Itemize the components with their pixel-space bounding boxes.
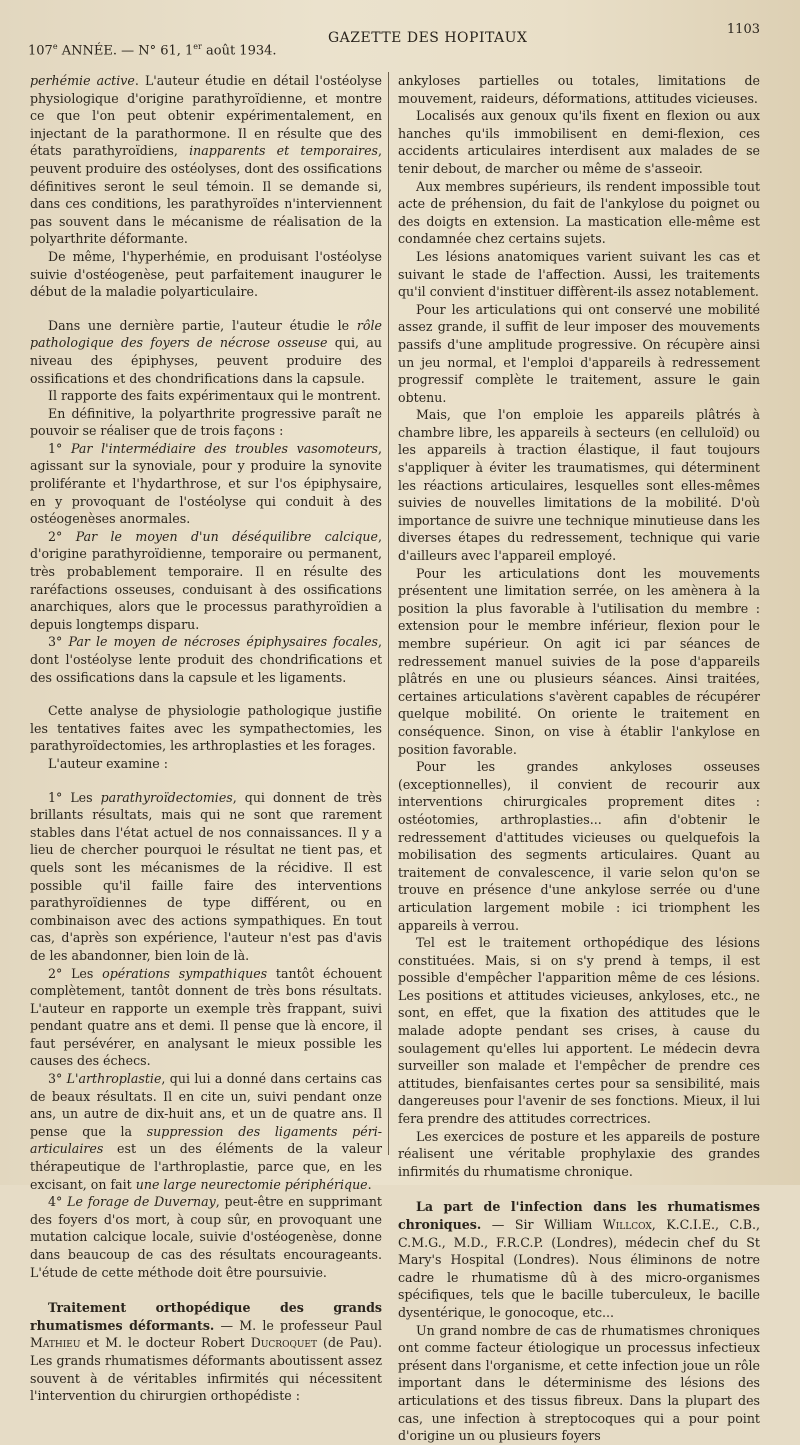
- text: 3°: [48, 1071, 67, 1087]
- italic-text: perhémie active: [30, 73, 135, 88]
- text: , dont l'ostéolyse lente produit des chondrifications et des ossifications dans la capsule et les ligaments.: [30, 634, 382, 685]
- paragraph: Un grand nombre de cas de rhumatismes chroniques ont comme facteur étiologique un processus infectieux présent dans l'organisme, et cette infection joue un rôle important dans le déterminisme des lésions des articulations et des tissus fibreux. Dans la plupart des cas, une infection à streptocoques qui a pour point d'origine un ou plusieurs foyers: [398, 1322, 760, 1444]
- author-name: Ducroquet: [250, 1335, 317, 1351]
- left-column: [30, 72, 383, 1404]
- paragraph: Localisés aux genoux qu'ils fixent en flexion ou aux hanches qu'ils immobilisent en demi-flexion, ces accidents articulaires interdisent aux malades de se tenir debout, de marcher ou même de s'asseoir.: [398, 108, 760, 176]
- text: 1° Les: [48, 789, 101, 805]
- section-paragraph: [30, 1299, 382, 1405]
- text: .: [367, 1176, 372, 1192]
- paragraph: [30, 965, 382, 1071]
- paragraph: Cette analyse de physiologie pathologique justifie les tentatives faites avec les sympathectomies, les parathyroïdectomies, les arthroplasties et les forages.: [30, 703, 382, 754]
- text: 2°: [48, 528, 76, 544]
- author-name: Mathieu: [30, 1335, 81, 1351]
- paragraph: [30, 1070, 382, 1193]
- italic-text: Par l'intermédiaire des troubles vasomoteurs: [71, 440, 378, 456]
- paragraph: L'auteur examine :: [48, 755, 168, 771]
- paragraph: [30, 72, 382, 248]
- section-paragraph: [398, 1198, 760, 1321]
- text: , qui lui a donné dans certains cas de beaux résultats. Il en cite un, suivi pendant onze ans, un autre de dix-huit ans, et un de quatre ans. Il pense que la: [30, 1071, 382, 1139]
- text: 2° Les: [48, 965, 103, 981]
- paragraph: Pour les grandes ankyloses osseuses (exceptionnelles), il convient de recourir aux interventions chirurgicales proprement dites : ostéotomies, arthroplasties... afin d'obtenir le redressement d'attitudes vicieuses ou quelquefois la mobilisation des segments articulaires. Quant au traitement de convalescence, il varie selon qu'on se trouve en présence d'une ankylose serrée ou d'une articulation largement mobile : ici triomphent les appareils à verrou.: [398, 759, 760, 933]
- paragraph: Mais, que l'on emploie les appareils plâtrés à chambre libre, les appareils à secteurs (en celluloïd) ou les appareils à traction élastique, il faut toujours s'appliquer à éviter les traumatismes, qui déterminent les réactions articulaires, lesquelles sont elles-mêmes suivies de nouvelles limitations de la mobilité. D'où importance de suivre une technique minutieuse dans les diverses étapes du redressement, technique qui varie d'ailleurs avec l'appareil employé.: [398, 407, 760, 564]
- text: — Sir William: [481, 1217, 603, 1232]
- paragraph: Tel est le traitement orthopédique des lésions constituées. Mais, si on s'y prend à temps, il est possible d'empêcher l'apparition même de ces lésions. Les positions et attitudes vicieuses, ankyloses, etc., ne sont, en effet, que la fixation des attitudes que le malade adopte pendant ses crises, à cause du soulagement qu'elles lui apportent. Le médecin devra surveiller son malade et l'empêcher de prendre ces attitudes, bienfaisantes certes pour sa sensibilité, mais dangereuses pour l'avenir de ses fonctions. Mieux, il lui fera prendre des attitudes correctrices.: [398, 935, 760, 1127]
- paragraph: Les exercices de posture et les appareils de posture réalisent une véritable prophylaxie des grandes infirmités du rhumatisme chronique.: [398, 1128, 760, 1179]
- paragraph: [30, 633, 382, 686]
- text: (de Pau). Les grands rhumatismes déformants aboutissent assez souvent à de véritables infirmités qui nécessitent l'intervention du chirurgien orthopédiste :: [30, 1335, 382, 1404]
- text: , peuvent produire des ostéolyses, dont des ossifications définitives seront le seul témoin. Il se demande si, dans ces conditions, les parathyroïdes n'interviennent pas souvent dans le mécanisme de réalisation de la polyarthrite déformante.: [30, 143, 383, 247]
- italic-text: L'arthroplastie: [66, 1071, 162, 1087]
- text: est un des éléments de la valeur thérapeutique de l'arthroplastie, parce que, en les excisant, on fait: [30, 1141, 382, 1192]
- journal-title: GAZETTE DES HOPITAUX: [328, 30, 528, 46]
- paragraph: Les lésions anatomiques varient suivant les cas et suivant le stade de l'affection. Aussi, les traitements qu'il convient d'instituer diffèrent-ils assez notablement.: [398, 248, 760, 300]
- text: — M. le professeur Paul: [214, 1317, 382, 1333]
- section-heading: Traitement orthopédique des grands rhumatismes déformants.: [30, 1300, 382, 1333]
- text: 1°: [48, 440, 72, 456]
- text: , peut-être en supprimant des foyers d'os mort, à coup sûr, en provoquant une mutation calcique locale, suivie d'ostéogenèse, donne dans beaucoup de cas des résultats encourageants. L'étude de cette méthode doit être poursuivie.: [30, 1194, 382, 1280]
- paragraph: [30, 528, 382, 634]
- text: , K.C.I.E., C.B., C.M.G., M.D., F.R.C.P. (Londres), médecin chef du St Mary's Hospital (Londres). Nous éliminons de notre cadre le rhumatisme dû à des micro-organismes spécifiques, tels que le bacille tuberculeux, le bacille dysentérique, le gonocoque, etc...: [398, 1217, 760, 1320]
- paragraph: [30, 317, 382, 387]
- text: , qui donnent de très brillants résultats, mais qui ne sont que rarement stables dans l'état actuel de nos connaissances. Il y a lieu de chercher pourquoi le résultat ne tient pas, et quels sont les mécanismes de la récidive. Il est possible qu'il faille faire des interventions parathyroïdiennes de type différent, ou en combinaison avec des actions sympathiques. En tout cas, d'après son expérience, l'auteur n'est pas d'avis de les abandonner, bien loin de là.: [30, 789, 382, 963]
- paragraph: [30, 1193, 382, 1281]
- text: Dans une dernière partie, l'auteur étudie le: [48, 317, 357, 333]
- text: 4°: [48, 1194, 68, 1210]
- year-suffix: e: [52, 42, 58, 51]
- right-column: [398, 72, 760, 1444]
- paragraph: Aux membres supérieurs, ils rendent impossible tout acte de préhension, du fait de l'ankylose du poignet ou des doigts en extension. La mastication elle-même est condamnée chez certains sujets.: [398, 178, 760, 247]
- issue-info: [28, 42, 277, 58]
- paragraph: [30, 789, 382, 965]
- issue-number: ANNÉE. — N° 61, 1: [57, 43, 194, 59]
- italic-text: parathyroïdectomies: [100, 789, 233, 805]
- text: , d'origine parathyroïdienne, temporaire ou permanent, très probablement temporaire. Il en résulte des raréfactions osseuses, conduisant à des ossifications anarchiques, alors que le processus parathyroïdien a depuis longtemps disparu.: [30, 528, 382, 632]
- column-divider: [388, 72, 389, 1155]
- italic-text: opérations sympathiques: [102, 965, 268, 981]
- italic-text: inapparents et temporaires: [189, 143, 378, 159]
- italic-text: une large neurectomie périphérique: [135, 1176, 368, 1192]
- text: 3°: [48, 634, 69, 650]
- text: et M. le docteur Robert: [80, 1335, 251, 1351]
- paragraph: Il rapporte des faits expérimentaux qui le montrent.: [48, 388, 381, 404]
- text: , agissant sur la synoviale, pour y produire la synovite proliférante et l'hydarthrose, et sur l'os épiphysaire, en y provoquant de l'ostéolyse qui conduit à des ostéogenèses anormales.: [30, 440, 382, 527]
- italic-text: Le forage de Duvernay: [67, 1194, 216, 1210]
- text: qui, au niveau des épiphyses, peuvent produire des ossifications et des chondrifications dans la capsule.: [30, 335, 382, 386]
- paragraph: Pour les articulations dont les mouvements présentent une limitation serrée, on les amènera à la position la plus favorable à l'utilisation du membre : extension pour le membre inférieur, flexion pour le membre supérieur. On agit ici par séances de redressement manuel suivies de la pose d'appareils plâtrés en une ou plusieurs séances. Ainsi traitées, certaines articulations s'avèrent capables de récupérer quelque mobilité. On oriente le traitement en conséquence. Sinon, on vise à établir l'ankylose en position favorable.: [398, 565, 760, 757]
- page-number: 1103: [726, 22, 760, 37]
- author-name: Willcox: [602, 1217, 652, 1232]
- italic-text: rôle pathologique des foyers de nécrose osseuse: [30, 317, 382, 351]
- section-heading: La part de l'infection dans les rhumatismes chroniques.: [398, 1199, 760, 1232]
- italic-text: Par le moyen de nécroses épiphysaires focales: [68, 634, 378, 650]
- issue-date: août 1934.: [201, 43, 277, 59]
- paragraph: [30, 440, 382, 528]
- italic-text: Par le moyen d'un déséquilibre calcique: [75, 528, 378, 544]
- text: . L'auteur étudie en détail l'ostéolyse physiologique d'origine parathyroïdienne, et montre ce que l'on peut obtenir expérimentalement, en injectant de la parathormone. Il en résulte que des états parathyroïdiens,: [30, 73, 382, 159]
- text: tantôt échouent complètement, tantôt donnent de très bons résultats. L'auteur en rapporte un exemple très frappant, suivi pendant quatre ans et demi. Il pense que là encore, il faut persévérer, en analysant le mieux possible les causes des échecs.: [30, 965, 382, 1069]
- year-number: 107: [28, 43, 53, 59]
- paragraph: De même, l'hyperhémie, en produisant l'ostéolyse suivie d'ostéogenèse, peut parfaitement inaugurer le début de la maladie polyarticulaire.: [30, 248, 382, 300]
- date-suffix: er: [193, 42, 202, 51]
- paragraph: Pour les articulations qui ont conservé une mobilité assez grande, il suffit de leur imposer des mouvements passifs d'une amplitude progressive. On récupère ainsi un jeu normal, et l'emploi d'appareils à redressement progressif complète le traitement, assure le gain obtenu.: [398, 301, 760, 405]
- italic-text: suppression des ligaments péri-articulaires: [30, 1123, 382, 1157]
- paragraph: En définitive, la polyarthrite progressive paraît ne pouvoir se réaliser que de trois façons :: [30, 405, 382, 439]
- paragraph: ankyloses partielles ou totales, limitations de mouvement, raideurs, déformations, attitudes vicieuses.: [398, 73, 760, 106]
- page-header: [28, 22, 760, 59]
